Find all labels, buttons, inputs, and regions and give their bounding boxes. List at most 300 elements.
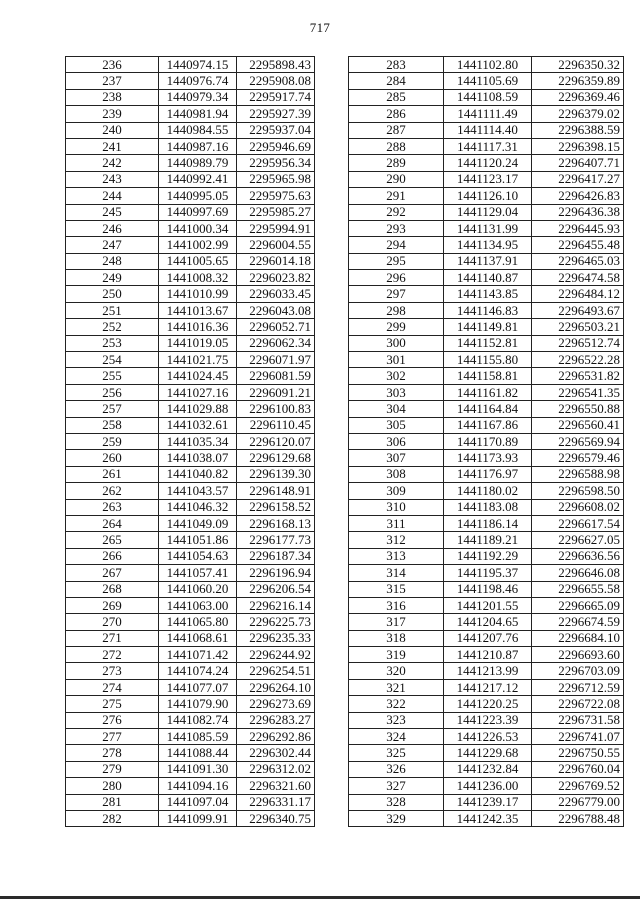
x-coordinate-cell: 1441029.88 — [159, 401, 237, 417]
x-coordinate-cell: 1441149.81 — [444, 319, 532, 335]
y-coordinate-cell: 2296120.07 — [237, 433, 315, 449]
table-row — [66, 712, 315, 728]
y-coordinate-cell: 2296023.82 — [237, 270, 315, 286]
table-row — [349, 761, 624, 777]
y-coordinate-cell: 2295965.98 — [237, 171, 315, 187]
table-row — [66, 352, 315, 368]
y-coordinate-cell: 2296129.68 — [237, 450, 315, 466]
y-coordinate-cell: 2296273.69 — [237, 696, 315, 712]
table-row — [66, 729, 315, 745]
y-coordinate-cell: 2296560.41 — [532, 417, 624, 433]
table-row — [349, 401, 624, 417]
point-number-cell: 290 — [349, 171, 444, 187]
table-row — [66, 450, 315, 466]
x-coordinate-cell: 1441010.99 — [159, 286, 237, 302]
y-coordinate-cell: 2296388.59 — [532, 122, 624, 138]
x-coordinate-cell: 1441204.65 — [444, 614, 532, 630]
y-coordinate-cell: 2296579.46 — [532, 450, 624, 466]
point-number-cell: 258 — [66, 417, 159, 433]
x-coordinate-cell: 1440992.41 — [159, 171, 237, 187]
x-coordinate-cell: 1440995.05 — [159, 188, 237, 204]
point-number-cell: 315 — [349, 581, 444, 597]
y-coordinate-cell: 2295985.27 — [237, 204, 315, 220]
point-number-cell: 296 — [349, 270, 444, 286]
x-coordinate-cell: 1441035.34 — [159, 433, 237, 449]
x-coordinate-cell: 1440984.55 — [159, 122, 237, 138]
y-coordinate-cell: 2296139.30 — [237, 466, 315, 482]
point-number-cell: 325 — [349, 745, 444, 761]
table-row — [349, 696, 624, 712]
point-number-cell: 311 — [349, 515, 444, 531]
x-coordinate-cell: 1440979.34 — [159, 89, 237, 105]
point-number-cell: 284 — [349, 73, 444, 89]
point-number-cell: 248 — [66, 253, 159, 269]
x-coordinate-cell: 1441120.24 — [444, 155, 532, 171]
y-coordinate-cell: 2296071.97 — [237, 352, 315, 368]
point-number-cell: 250 — [66, 286, 159, 302]
y-coordinate-cell: 2296216.14 — [237, 597, 315, 613]
point-number-cell: 288 — [349, 138, 444, 154]
point-number-cell: 252 — [66, 319, 159, 335]
y-coordinate-cell: 2296750.55 — [532, 745, 624, 761]
table-row — [66, 647, 315, 663]
table-row — [349, 122, 624, 138]
y-coordinate-cell: 2296455.48 — [532, 237, 624, 253]
x-coordinate-cell: 1441223.39 — [444, 712, 532, 728]
y-coordinate-cell: 2296033.45 — [237, 286, 315, 302]
table-row — [66, 106, 315, 122]
y-coordinate-cell: 2296665.09 — [532, 597, 624, 613]
table-row — [66, 499, 315, 515]
table-row — [66, 548, 315, 564]
y-coordinate-cell: 2296417.27 — [532, 171, 624, 187]
point-number-cell: 263 — [66, 499, 159, 515]
x-coordinate-cell: 1441114.40 — [444, 122, 532, 138]
y-coordinate-cell: 2295908.08 — [237, 73, 315, 89]
x-coordinate-cell: 1441180.02 — [444, 483, 532, 499]
y-coordinate-cell: 2295898.43 — [237, 57, 315, 73]
point-number-cell: 302 — [349, 368, 444, 384]
point-number-cell: 264 — [66, 515, 159, 531]
y-coordinate-cell: 2296674.59 — [532, 614, 624, 630]
table-row — [66, 581, 315, 597]
table-row — [349, 302, 624, 318]
x-coordinate-cell: 1441021.75 — [159, 352, 237, 368]
y-coordinate-cell: 2296379.02 — [532, 106, 624, 122]
point-number-cell: 310 — [349, 499, 444, 515]
point-number-cell: 327 — [349, 778, 444, 794]
y-coordinate-cell: 2296722.08 — [532, 696, 624, 712]
x-coordinate-cell: 1441229.68 — [444, 745, 532, 761]
x-coordinate-cell: 1441232.84 — [444, 761, 532, 777]
table-row — [349, 204, 624, 220]
table-row — [66, 761, 315, 777]
page-number: 717 — [309, 20, 331, 35]
table-row — [66, 384, 315, 400]
point-number-cell: 328 — [349, 794, 444, 810]
x-coordinate-cell: 1441000.34 — [159, 220, 237, 236]
table-row — [349, 515, 624, 531]
x-coordinate-cell: 1441105.69 — [444, 73, 532, 89]
x-coordinate-cell: 1441065.80 — [159, 614, 237, 630]
y-coordinate-cell: 2296617.54 — [532, 515, 624, 531]
point-number-cell: 255 — [66, 368, 159, 384]
x-coordinate-cell: 1441220.25 — [444, 696, 532, 712]
point-number-cell: 305 — [349, 417, 444, 433]
table-row — [349, 188, 624, 204]
point-number-cell: 323 — [349, 712, 444, 728]
x-coordinate-cell: 1441079.90 — [159, 696, 237, 712]
table-row — [349, 597, 624, 613]
x-coordinate-cell: 1441099.91 — [159, 810, 237, 826]
point-number-cell: 303 — [349, 384, 444, 400]
y-coordinate-cell: 2296264.10 — [237, 679, 315, 695]
table-row — [349, 499, 624, 515]
x-coordinate-cell: 1440974.15 — [159, 57, 237, 73]
x-coordinate-cell: 1441207.76 — [444, 630, 532, 646]
point-number-cell: 268 — [66, 581, 159, 597]
table-row — [66, 597, 315, 613]
table-row — [349, 729, 624, 745]
x-coordinate-cell: 1441019.05 — [159, 335, 237, 351]
y-coordinate-cell: 2296684.10 — [532, 630, 624, 646]
y-coordinate-cell: 2296091.21 — [237, 384, 315, 400]
x-coordinate-cell: 1441077.07 — [159, 679, 237, 695]
table-row — [349, 138, 624, 154]
point-number-cell: 293 — [349, 220, 444, 236]
point-number-cell: 313 — [349, 548, 444, 564]
x-coordinate-cell: 1441013.67 — [159, 302, 237, 318]
x-coordinate-cell: 1441117.31 — [444, 138, 532, 154]
y-coordinate-cell: 2296493.67 — [532, 302, 624, 318]
table-row — [66, 614, 315, 630]
x-coordinate-cell: 1441046.32 — [159, 499, 237, 515]
y-coordinate-cell: 2296331.17 — [237, 794, 315, 810]
y-coordinate-cell: 2296014.18 — [237, 253, 315, 269]
x-coordinate-cell: 1441170.89 — [444, 433, 532, 449]
table-row — [349, 73, 624, 89]
x-coordinate-cell: 1441088.44 — [159, 745, 237, 761]
x-coordinate-cell: 1441068.61 — [159, 630, 237, 646]
y-coordinate-cell: 2296484.12 — [532, 286, 624, 302]
x-coordinate-cell: 1441108.59 — [444, 89, 532, 105]
point-number-cell: 279 — [66, 761, 159, 777]
point-number-cell: 301 — [349, 352, 444, 368]
table-row — [66, 630, 315, 646]
y-coordinate-cell: 2295927.39 — [237, 106, 315, 122]
point-number-cell: 247 — [66, 237, 159, 253]
y-coordinate-cell: 2295917.74 — [237, 89, 315, 105]
table-row — [66, 679, 315, 695]
table-row — [349, 368, 624, 384]
table-row — [66, 745, 315, 761]
point-number-cell: 240 — [66, 122, 159, 138]
table-row — [66, 810, 315, 826]
x-coordinate-cell: 1441155.80 — [444, 352, 532, 368]
point-number-cell: 298 — [349, 302, 444, 318]
y-coordinate-cell: 2296110.45 — [237, 417, 315, 433]
table-row — [66, 433, 315, 449]
y-coordinate-cell: 2296148.91 — [237, 483, 315, 499]
point-number-cell: 257 — [66, 401, 159, 417]
point-number-cell: 300 — [349, 335, 444, 351]
y-coordinate-cell: 2296062.34 — [237, 335, 315, 351]
table-row — [66, 220, 315, 236]
y-coordinate-cell: 2296550.88 — [532, 401, 624, 417]
table-row — [66, 778, 315, 794]
y-coordinate-cell: 2295975.63 — [237, 188, 315, 204]
point-number-cell: 281 — [66, 794, 159, 810]
y-coordinate-cell: 2296004.55 — [237, 237, 315, 253]
y-coordinate-cell: 2296426.83 — [532, 188, 624, 204]
point-number-cell: 321 — [349, 679, 444, 695]
x-coordinate-cell: 1441085.59 — [159, 729, 237, 745]
point-number-cell: 251 — [66, 302, 159, 318]
x-coordinate-cell: 1441173.93 — [444, 450, 532, 466]
y-coordinate-cell: 2296769.52 — [532, 778, 624, 794]
x-coordinate-cell: 1441161.82 — [444, 384, 532, 400]
table-row — [349, 106, 624, 122]
point-number-cell: 282 — [66, 810, 159, 826]
table-row — [349, 89, 624, 105]
point-number-cell: 326 — [349, 761, 444, 777]
coordinates-table-left — [65, 56, 315, 827]
point-number-cell: 322 — [349, 696, 444, 712]
point-number-cell: 294 — [349, 237, 444, 253]
y-coordinate-cell: 2296407.71 — [532, 155, 624, 171]
table-row — [349, 548, 624, 564]
point-number-cell: 238 — [66, 89, 159, 105]
x-coordinate-cell: 1440987.16 — [159, 138, 237, 154]
x-coordinate-cell: 1441152.81 — [444, 335, 532, 351]
point-number-cell: 259 — [66, 433, 159, 449]
x-coordinate-cell: 1441126.10 — [444, 188, 532, 204]
table-row — [66, 515, 315, 531]
x-coordinate-cell: 1441024.45 — [159, 368, 237, 384]
x-coordinate-cell: 1441057.41 — [159, 565, 237, 581]
x-coordinate-cell: 1441094.16 — [159, 778, 237, 794]
point-number-cell: 275 — [66, 696, 159, 712]
point-number-cell: 241 — [66, 138, 159, 154]
point-number-cell: 270 — [66, 614, 159, 630]
y-coordinate-cell: 2296359.89 — [532, 73, 624, 89]
x-coordinate-cell: 1441201.55 — [444, 597, 532, 613]
x-coordinate-cell: 1441032.61 — [159, 417, 237, 433]
point-number-cell: 319 — [349, 647, 444, 663]
point-number-cell: 309 — [349, 483, 444, 499]
point-number-cell: 272 — [66, 647, 159, 663]
table-row — [66, 565, 315, 581]
y-coordinate-cell: 2296321.60 — [237, 778, 315, 794]
y-coordinate-cell: 2296503.21 — [532, 319, 624, 335]
point-number-cell: 307 — [349, 450, 444, 466]
table-row — [66, 696, 315, 712]
point-number-cell: 291 — [349, 188, 444, 204]
y-coordinate-cell: 2296043.08 — [237, 302, 315, 318]
point-number-cell: 320 — [349, 663, 444, 679]
table-row — [66, 466, 315, 482]
table-row — [349, 253, 624, 269]
table-row — [66, 401, 315, 417]
y-coordinate-cell: 2296177.73 — [237, 532, 315, 548]
y-coordinate-cell: 2296646.08 — [532, 565, 624, 581]
x-coordinate-cell: 1441051.86 — [159, 532, 237, 548]
table-row — [349, 647, 624, 663]
point-number-cell: 277 — [66, 729, 159, 745]
table-row — [349, 630, 624, 646]
point-number-cell: 324 — [349, 729, 444, 745]
table-row — [66, 532, 315, 548]
table-row — [349, 286, 624, 302]
y-coordinate-cell: 2296436.38 — [532, 204, 624, 220]
table-row — [349, 581, 624, 597]
x-coordinate-cell: 1441134.95 — [444, 237, 532, 253]
x-coordinate-cell: 1441123.17 — [444, 171, 532, 187]
point-number-cell: 237 — [66, 73, 159, 89]
table-row — [349, 237, 624, 253]
y-coordinate-cell: 2296512.74 — [532, 335, 624, 351]
x-coordinate-cell: 1441060.20 — [159, 581, 237, 597]
point-number-cell: 304 — [349, 401, 444, 417]
x-coordinate-cell: 1441239.17 — [444, 794, 532, 810]
y-coordinate-cell: 2296100.83 — [237, 401, 315, 417]
y-coordinate-cell: 2296206.54 — [237, 581, 315, 597]
x-coordinate-cell: 1441074.24 — [159, 663, 237, 679]
y-coordinate-cell: 2296254.51 — [237, 663, 315, 679]
x-coordinate-cell: 1441195.37 — [444, 565, 532, 581]
x-coordinate-cell: 1441217.12 — [444, 679, 532, 695]
point-number-cell: 308 — [349, 466, 444, 482]
table-row — [349, 466, 624, 482]
table-row — [349, 270, 624, 286]
point-number-cell: 329 — [349, 810, 444, 826]
table-row — [349, 483, 624, 499]
table-row — [349, 794, 624, 810]
point-number-cell: 295 — [349, 253, 444, 269]
point-number-cell: 316 — [349, 597, 444, 613]
table-row — [66, 368, 315, 384]
x-coordinate-cell: 1440997.69 — [159, 204, 237, 220]
x-coordinate-cell: 1441213.99 — [444, 663, 532, 679]
table-row — [66, 286, 315, 302]
table-row — [349, 778, 624, 794]
x-coordinate-cell: 1441040.82 — [159, 466, 237, 482]
table-row — [66, 319, 315, 335]
y-coordinate-cell: 2296779.00 — [532, 794, 624, 810]
y-coordinate-cell: 2296235.33 — [237, 630, 315, 646]
table-row — [349, 679, 624, 695]
x-coordinate-cell: 1441038.07 — [159, 450, 237, 466]
table-row — [66, 417, 315, 433]
table-row — [349, 319, 624, 335]
point-number-cell: 287 — [349, 122, 444, 138]
x-coordinate-cell: 1441027.16 — [159, 384, 237, 400]
point-number-cell: 267 — [66, 565, 159, 581]
point-number-cell: 249 — [66, 270, 159, 286]
x-coordinate-cell: 1441082.74 — [159, 712, 237, 728]
y-coordinate-cell: 2296474.58 — [532, 270, 624, 286]
y-coordinate-cell: 2296168.13 — [237, 515, 315, 531]
point-number-cell: 312 — [349, 532, 444, 548]
table-row — [66, 663, 315, 679]
y-coordinate-cell: 2295956.34 — [237, 155, 315, 171]
y-coordinate-cell: 2296627.05 — [532, 532, 624, 548]
y-coordinate-cell: 2296158.52 — [237, 499, 315, 515]
point-number-cell: 260 — [66, 450, 159, 466]
y-coordinate-cell: 2296636.56 — [532, 548, 624, 564]
x-coordinate-cell: 1441198.46 — [444, 581, 532, 597]
y-coordinate-cell: 2296703.09 — [532, 663, 624, 679]
x-coordinate-cell: 1441186.14 — [444, 515, 532, 531]
y-coordinate-cell: 2296731.58 — [532, 712, 624, 728]
y-coordinate-cell: 2296608.02 — [532, 499, 624, 515]
table-row — [349, 745, 624, 761]
point-number-cell: 246 — [66, 220, 159, 236]
point-number-cell: 274 — [66, 679, 159, 695]
point-number-cell: 286 — [349, 106, 444, 122]
point-number-cell: 253 — [66, 335, 159, 351]
x-coordinate-cell: 1441049.09 — [159, 515, 237, 531]
table-row — [349, 155, 624, 171]
point-number-cell: 266 — [66, 548, 159, 564]
point-number-cell: 265 — [66, 532, 159, 548]
y-coordinate-cell: 2296693.60 — [532, 647, 624, 663]
table-row — [349, 712, 624, 728]
x-coordinate-cell: 1441236.00 — [444, 778, 532, 794]
y-coordinate-cell: 2295994.91 — [237, 220, 315, 236]
table-row — [66, 302, 315, 318]
point-number-cell: 306 — [349, 433, 444, 449]
x-coordinate-cell: 1441242.35 — [444, 810, 532, 826]
x-coordinate-cell: 1441140.87 — [444, 270, 532, 286]
y-coordinate-cell: 2296196.94 — [237, 565, 315, 581]
table-row — [349, 220, 624, 236]
x-coordinate-cell: 1441183.08 — [444, 499, 532, 515]
table-row — [349, 810, 624, 826]
x-coordinate-cell: 1441005.65 — [159, 253, 237, 269]
table-row — [66, 122, 315, 138]
y-coordinate-cell: 2296369.46 — [532, 89, 624, 105]
table-row — [349, 663, 624, 679]
point-number-cell: 271 — [66, 630, 159, 646]
x-coordinate-cell: 1440976.74 — [159, 73, 237, 89]
x-coordinate-cell: 1441210.87 — [444, 647, 532, 663]
point-number-cell: 297 — [349, 286, 444, 302]
point-number-cell: 318 — [349, 630, 444, 646]
x-coordinate-cell: 1440989.79 — [159, 155, 237, 171]
point-number-cell: 283 — [349, 57, 444, 73]
point-number-cell: 261 — [66, 466, 159, 482]
x-coordinate-cell: 1441054.63 — [159, 548, 237, 564]
table-row — [66, 188, 315, 204]
point-number-cell: 278 — [66, 745, 159, 761]
point-number-cell: 314 — [349, 565, 444, 581]
coordinates-table-right — [348, 56, 624, 827]
x-coordinate-cell: 1441131.99 — [444, 220, 532, 236]
table-row — [349, 532, 624, 548]
table-row — [349, 57, 624, 73]
x-coordinate-cell: 1441167.86 — [444, 417, 532, 433]
point-number-cell: 236 — [66, 57, 159, 73]
table-row — [66, 138, 315, 154]
y-coordinate-cell: 2296522.28 — [532, 352, 624, 368]
y-coordinate-cell: 2296569.94 — [532, 433, 624, 449]
table-row — [349, 417, 624, 433]
x-coordinate-cell: 1441091.30 — [159, 761, 237, 777]
point-number-cell: 242 — [66, 155, 159, 171]
x-coordinate-cell: 1441097.04 — [159, 794, 237, 810]
y-coordinate-cell: 2296302.44 — [237, 745, 315, 761]
